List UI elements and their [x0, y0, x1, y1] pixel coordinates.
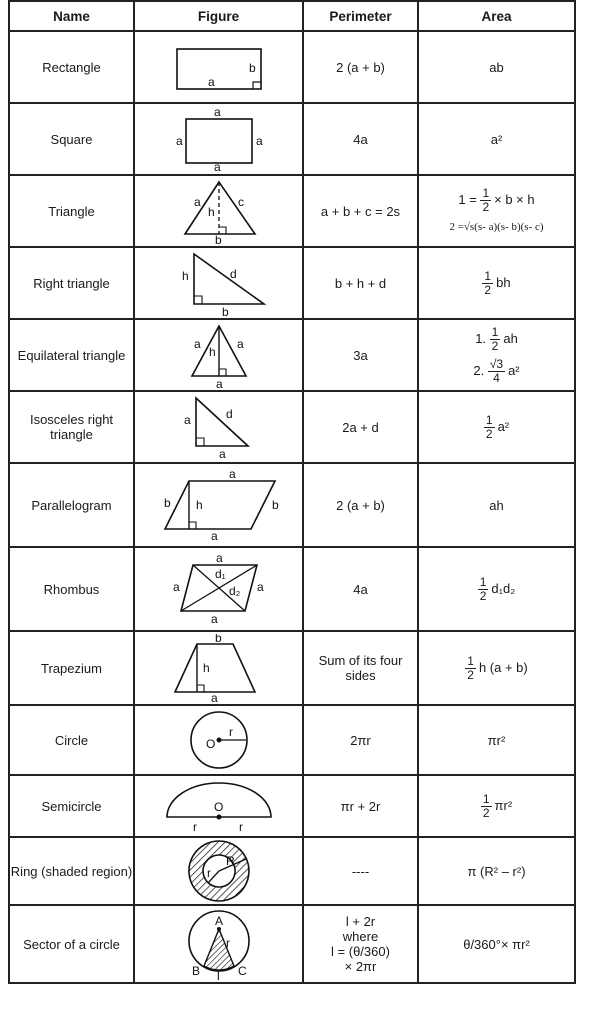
label-R: R	[225, 854, 235, 868]
table-row	[9, 175, 575, 247]
label-d2: d₂	[228, 584, 240, 598]
area-cell: $\frac{1}{2}$ h (a + b)	[418, 631, 575, 705]
area-cell: $\frac{1}{2}$ d₁d₂	[418, 547, 575, 631]
perimeter-cell: 4a	[303, 547, 418, 631]
table-row	[9, 319, 575, 391]
perimeter-cell: 3a	[303, 319, 418, 391]
label-a-bottom: a	[218, 447, 226, 460]
label-a-right: a	[256, 580, 264, 594]
trapezium-figure	[134, 631, 303, 705]
shape-name: Ring (shaded region)	[9, 837, 134, 905]
table-row	[9, 837, 575, 905]
area-cell: 1. $\frac{1}{2}$ ah 2. $\frac{√3}{4}$ a²	[418, 319, 575, 391]
area-cell: $\frac{1}{2}$ a²	[418, 391, 575, 463]
label-a: a	[207, 75, 215, 89]
label-a-left: a	[183, 413, 191, 427]
table-row	[9, 547, 575, 631]
header-figure: Figure	[134, 1, 303, 31]
table-row	[9, 391, 575, 463]
shape-name: Circle	[9, 705, 134, 775]
area-cell: a²	[418, 103, 575, 175]
isosceles-right-triangle-figure	[134, 391, 303, 463]
label-a-bottom: a	[210, 529, 218, 541]
label-l: l	[216, 969, 220, 981]
shape-name: Triangle	[9, 175, 134, 247]
area-cell: θ/360°× πr²	[418, 905, 575, 983]
label-a-top: a	[213, 107, 221, 119]
label-a-top: a	[215, 553, 223, 565]
label-a-top: a	[228, 469, 236, 481]
label-a-right: a	[255, 134, 263, 148]
perimeter-cell: 2a + d	[303, 391, 418, 463]
shape-name: Sector of a circle	[9, 905, 134, 983]
label-h: h	[208, 345, 216, 359]
perimeter-cell: 4a	[303, 103, 418, 175]
perimeter-cell: πr + 2r	[303, 775, 418, 837]
formula-table	[8, 0, 576, 984]
shape-name: Isosceles right triangle	[9, 391, 134, 463]
label-a-left: a	[172, 580, 180, 594]
label-a: a	[193, 195, 201, 209]
label-d: d	[229, 267, 237, 281]
parallelogram-figure	[134, 463, 303, 547]
label-h: h	[195, 498, 203, 512]
triangle-figure	[134, 175, 303, 247]
area-cell: 1 = $\frac{1}{2}$ × b × h 2 =√s(s- a)(s- b)(s- c)	[418, 175, 575, 247]
label-b: b	[248, 61, 256, 75]
label-d: d	[225, 407, 233, 421]
shape-name: Trapezium	[9, 631, 134, 705]
area-cell: $\frac{1}{2}$ πr²	[418, 775, 575, 837]
label-h: h	[181, 269, 189, 283]
rectangle-figure	[134, 31, 303, 103]
table-row	[9, 463, 575, 547]
area-cell: $\frac{1}{2}$ bh	[418, 247, 575, 319]
label-C: C	[237, 964, 247, 978]
label-a-left: a	[193, 337, 201, 351]
table-row	[9, 905, 575, 983]
label-r-right: r	[238, 820, 243, 834]
right-triangle-figure	[134, 247, 303, 319]
label-a-bottom: a	[210, 612, 218, 625]
label-b: b	[214, 233, 222, 244]
label-r: r	[228, 725, 233, 739]
table-row	[9, 103, 575, 175]
table-row	[9, 705, 575, 775]
area-cell: π (R² – r²)	[418, 837, 575, 905]
table-row	[9, 247, 575, 319]
area-cell: πr²	[418, 705, 575, 775]
label-d1: d₁	[214, 567, 226, 581]
table-row	[9, 631, 575, 705]
shape-name: Parallelogram	[9, 463, 134, 547]
label-A: A	[214, 914, 223, 928]
label-o: O	[205, 737, 215, 751]
area-cell: ah	[418, 463, 575, 547]
perimeter-cell: 2πr	[303, 705, 418, 775]
perimeter-cell: l + 2r where l = (θ/360) × 2πr	[303, 905, 418, 983]
label-c: c	[237, 195, 244, 209]
label-B: B	[191, 964, 200, 978]
label-h: h	[202, 661, 210, 675]
label-b: b	[214, 634, 222, 645]
shape-name: Rectangle	[9, 31, 134, 103]
rhombus-figure	[134, 547, 303, 631]
header-row	[9, 1, 575, 31]
label-b: b	[221, 305, 229, 316]
label-h: h	[207, 205, 215, 219]
shape-name: Square	[9, 103, 134, 175]
label-b-left: b	[163, 496, 171, 510]
perimeter-cell: 2 (a + b)	[303, 31, 418, 103]
header-area: Area	[418, 1, 575, 31]
label-r-left: r	[192, 820, 197, 834]
shape-name: Equilateral triangle	[9, 319, 134, 391]
perimeter-cell: b + h + d	[303, 247, 418, 319]
table-row	[9, 775, 575, 837]
shape-name: Right triangle	[9, 247, 134, 319]
circle-figure	[134, 705, 303, 775]
header-name: Name	[9, 1, 134, 31]
label-r: r	[225, 936, 230, 950]
perimeter-cell: Sum of its four sides	[303, 631, 418, 705]
label-a: a	[210, 691, 218, 702]
ring-figure	[134, 837, 303, 905]
label-a-bottom: a	[215, 377, 223, 388]
label-a-right: a	[236, 337, 244, 351]
perimeter-cell: a + b + c = 2s	[303, 175, 418, 247]
semicircle-figure	[134, 775, 303, 837]
equilateral-triangle-figure	[134, 319, 303, 391]
shape-name: Rhombus	[9, 547, 134, 631]
label-a-bottom: a	[213, 160, 221, 171]
table-row	[9, 31, 575, 103]
header-perimeter: Perimeter	[303, 1, 418, 31]
perimeter-cell: ----	[303, 837, 418, 905]
area-cell: ab	[418, 31, 575, 103]
sector-figure	[134, 905, 303, 983]
label-o: O	[213, 800, 223, 814]
label-b-right: b	[271, 498, 279, 512]
label-r: r	[206, 866, 211, 880]
shape-name: Semicircle	[9, 775, 134, 837]
perimeter-cell: 2 (a + b)	[303, 463, 418, 547]
label-a-left: a	[175, 134, 183, 148]
square-figure	[134, 103, 303, 175]
